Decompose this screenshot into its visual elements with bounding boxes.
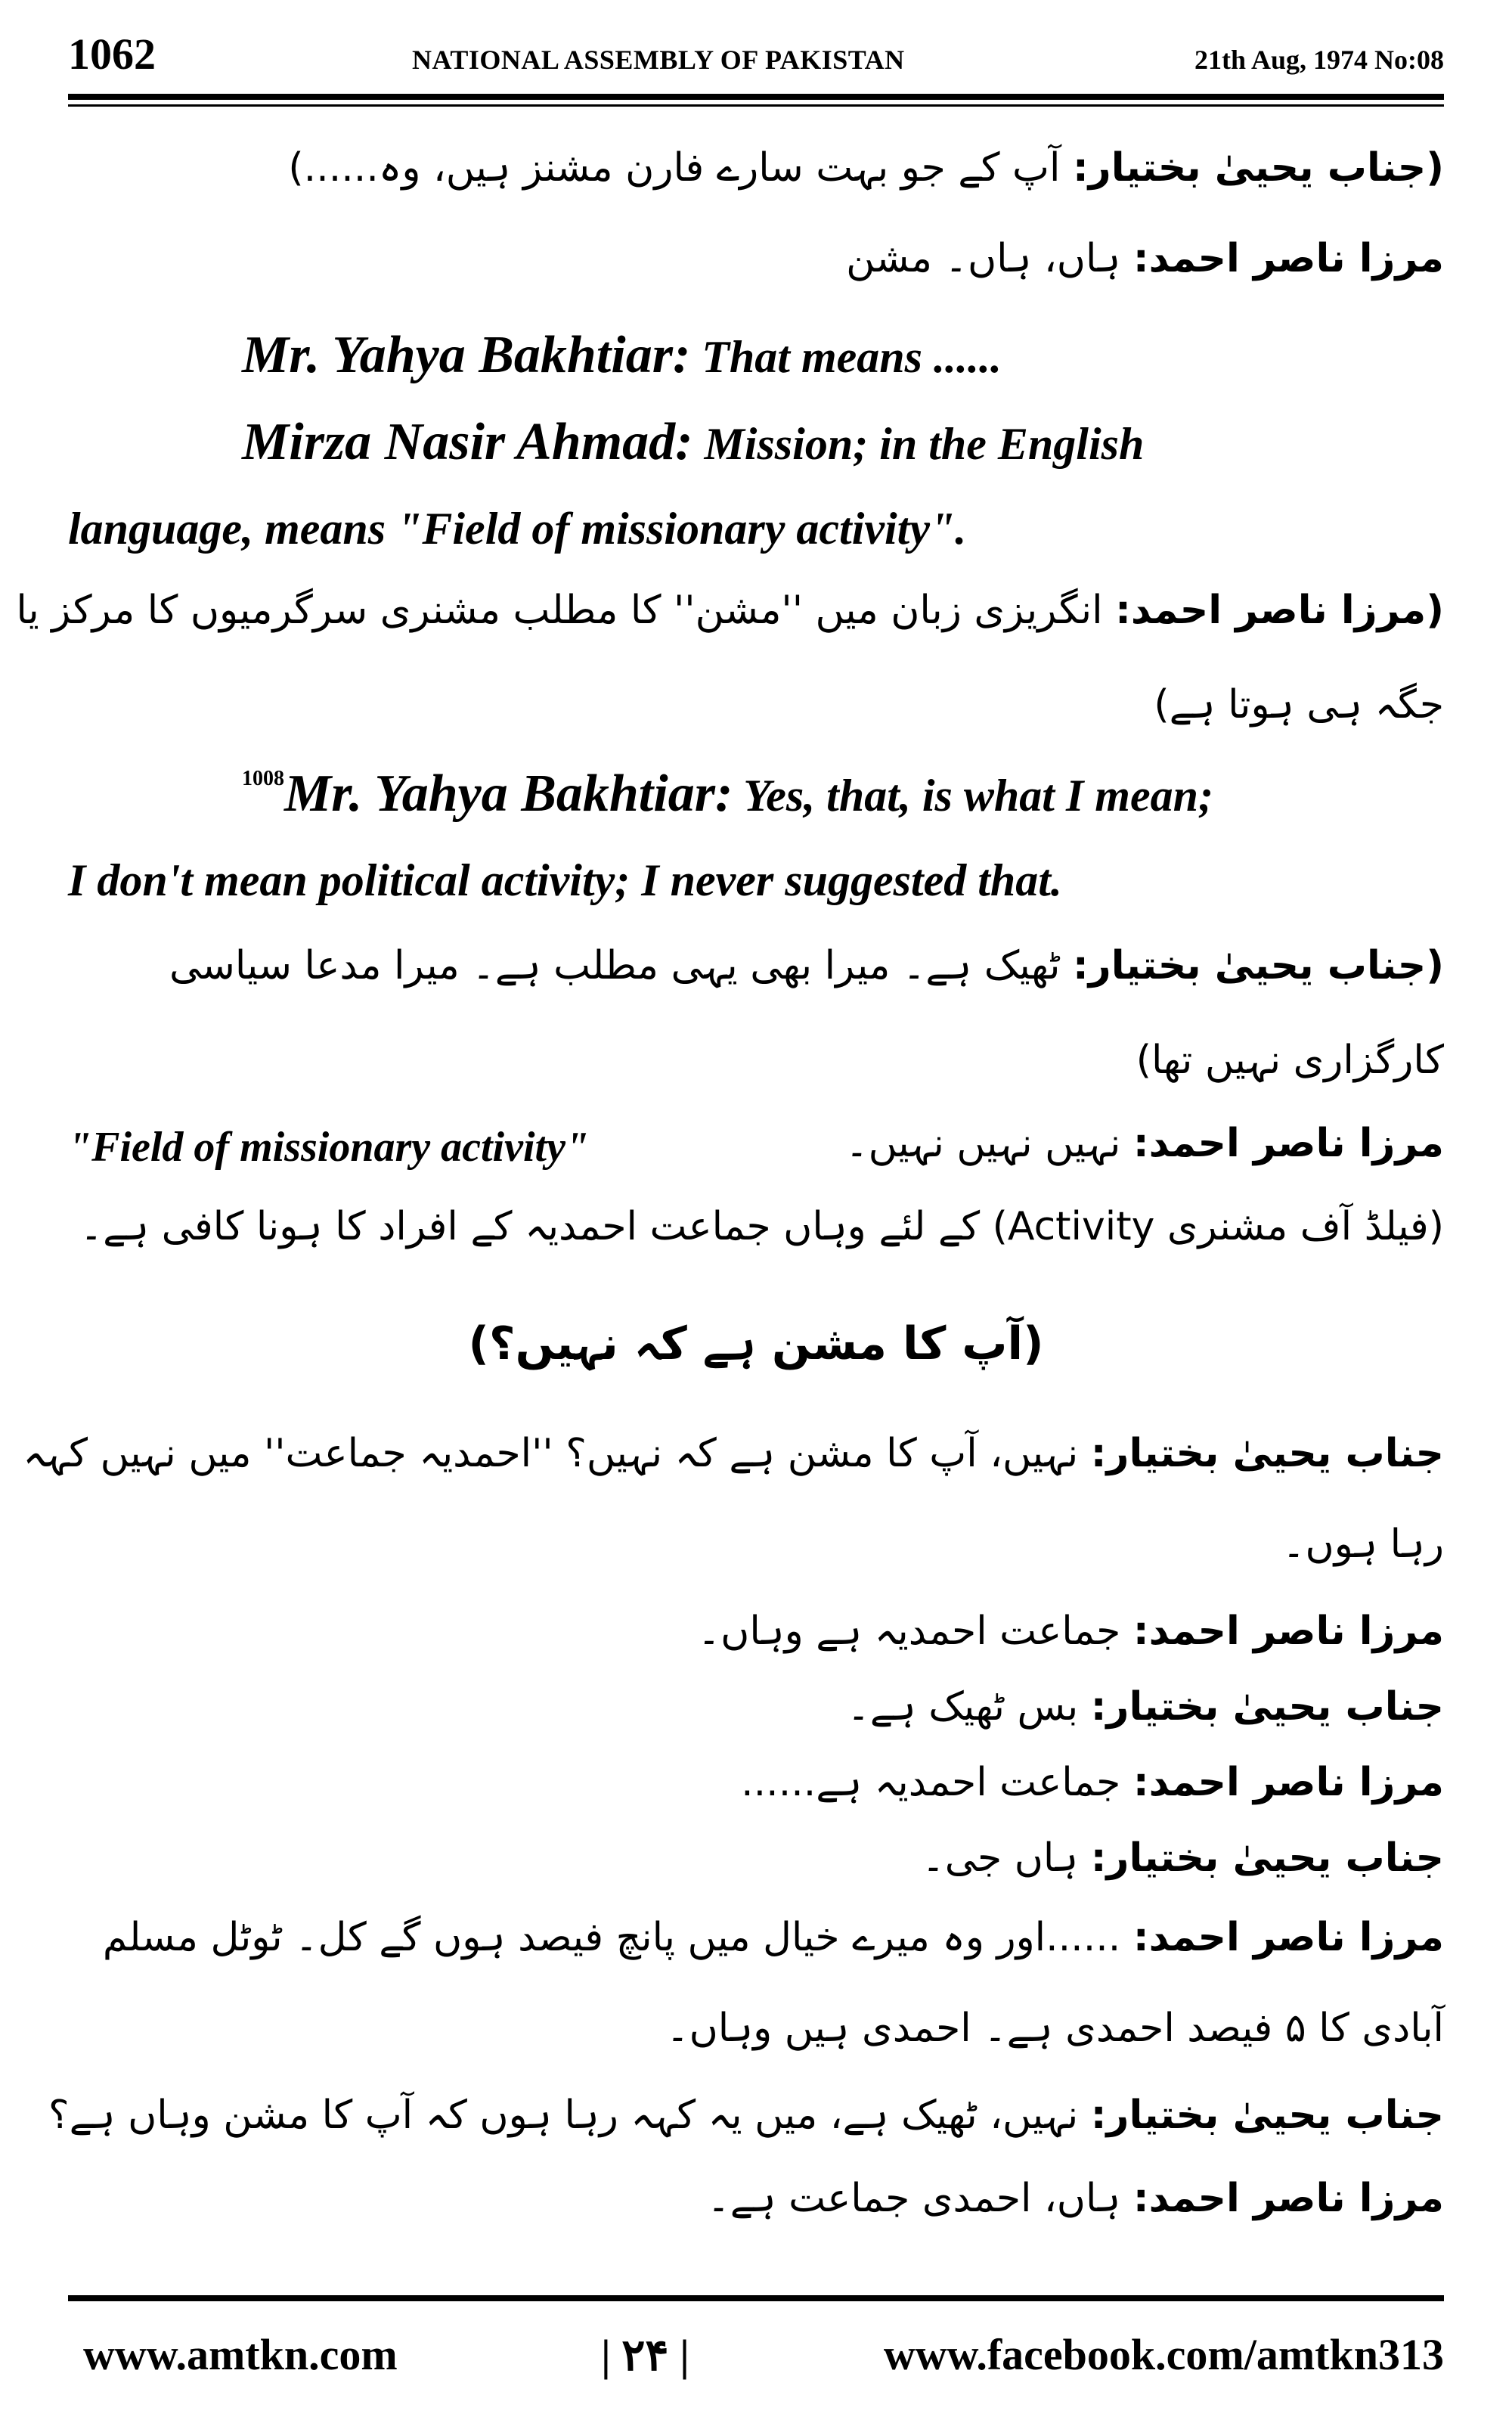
urdu-line (288, 144, 1444, 193)
page-number: 1062 (68, 29, 156, 79)
english-quote: "Field of missionary activity" (68, 1124, 590, 1171)
speaker-label: (جناب یحییٰ بختیار: (1072, 145, 1444, 191)
speech-text: ......اور وہ میرے خیال میں پانچ فیصد ہوں گے کل۔ ٹوٹل مسلم (102, 1915, 1121, 1960)
urdu-line: رہا ہوں۔ (1282, 1522, 1444, 1567)
speech-text: Yes, that, is what I mean; (743, 771, 1213, 821)
header-rule (68, 94, 1444, 100)
speech-text: جماعت احمدیہ ہے وہاں۔ (697, 1609, 1121, 1654)
speech-text: بس ٹھیک ہے۔ (847, 1684, 1079, 1730)
header-title: NATIONAL ASSEMBLY OF PAKISTAN (412, 45, 905, 75)
speech-text: نہیں، آپ کا مشن ہے کہ نہیں؟ ''احمدیہ جماعت'' میں نہیں کہہ (23, 1431, 1079, 1476)
speaker-label: مرزا ناصر احمد: (1132, 1915, 1444, 1960)
speaker-label: Mirza Nasir Ahmad: (242, 413, 693, 471)
speech-text: جماعت احمدیہ ہے...... (741, 1760, 1121, 1805)
urdu-line (48, 2091, 1444, 2140)
speaker-label: جناب یحییٰ بختیار: (1090, 1431, 1444, 1476)
urdu-line (846, 234, 1444, 284)
speech-text: ہاں جی۔ (922, 1835, 1079, 1881)
urdu-line: جگہ ہی ہوتا ہے) (1154, 682, 1444, 728)
footer-rule (68, 2295, 1444, 2301)
urdu-line (169, 942, 1444, 991)
footer-website-link[interactable]: www.amtkn.com (83, 2330, 398, 2379)
speaker-label: مرزا ناصر احمد: (1132, 1121, 1444, 1166)
speaker-label: مرزا ناصر احمد: (1132, 1760, 1444, 1805)
speech-text: That means ...... (702, 332, 1002, 382)
speech-text: ہاں، احمدی جماعت ہے۔ (707, 2176, 1121, 2221)
speaker-label: مرزا ناصر احمد: (1132, 2176, 1444, 2221)
urdu-line (847, 1683, 1444, 1732)
page-header (68, 23, 1444, 91)
urdu-line (922, 1834, 1444, 1883)
urdu-line: (فیلڈ آف مشنری Activity) کے لئے وہاں جماعت احمدیہ کے افراد کا ہونا کافی ہے۔ (79, 1204, 1444, 1249)
footer-page-marker: | ۲۴ | (601, 2331, 689, 2380)
speech-text: Mission; in the English (704, 419, 1145, 469)
section-heading: (آپ کا مشن ہے کہ نہیں؟) (468, 1317, 1044, 1370)
english-line (242, 764, 1213, 824)
speaker-label: جناب یحییٰ بختیار: (1090, 2093, 1444, 2138)
header-rule-thin (68, 104, 1444, 107)
speaker-label: جناب یحییٰ بختیار: (1090, 1835, 1444, 1881)
urdu-line (741, 1758, 1444, 1807)
section-number: 1008 (242, 767, 284, 790)
speaker-label: جناب یحییٰ بختیار: (1090, 1684, 1444, 1730)
speaker-label: (جناب یحییٰ بختیار: (1072, 943, 1444, 988)
speaker-label: (مرزا ناصر احمد: (1115, 588, 1444, 633)
footer-facebook-link[interactable]: www.facebook.com/amtkn313 (883, 2330, 1444, 2379)
speech-text: انگریزی زبان میں ''مشن'' کا مطلب مشنری سرگرمیوں کا مرکز یا (16, 588, 1103, 633)
speech-text: نہیں نہیں نہیں۔ (845, 1121, 1121, 1166)
urdu-line (845, 1119, 1444, 1168)
english-line (242, 412, 1144, 473)
urdu-line (23, 1429, 1444, 1478)
english-line (242, 325, 1002, 386)
speaker-label: مرزا ناصر احمد: (1132, 1609, 1444, 1654)
english-line: language, means "Field of missionary activity". (68, 504, 967, 554)
urdu-line (698, 1607, 1444, 1656)
speech-text: ٹھیک ہے۔ میرا بھی یہی مطلب ہے۔ میرا مدعا سیاسی (169, 943, 1061, 988)
page-footer (68, 2329, 1444, 2382)
english-line: I don't mean political activity; I never suggested that. (68, 855, 1062, 905)
speech-text: ہاں، ہاں۔ مشن (846, 236, 1121, 281)
speaker-label: مرزا ناصر احمد: (1132, 236, 1444, 281)
speech-text: نہیں، ٹھیک ہے، میں یہ کہہ رہا ہوں کہ آپ کا مشن وہاں ہے؟ (48, 2093, 1079, 2138)
urdu-line (707, 2174, 1444, 2223)
urdu-line (16, 586, 1444, 635)
speaker-label: Mr. Yahya Bakhtiar: (284, 765, 733, 823)
header-date: 21th Aug, 1974 No:08 (1194, 45, 1444, 75)
speaker-label: Mr. Yahya Bakhtiar: (242, 326, 691, 384)
urdu-line (103, 1913, 1444, 1962)
urdu-line: کارگزاری نہیں تھا) (1136, 1038, 1444, 1083)
urdu-line: آبادی کا ۵ فیصد احمدی ہے۔ احمدی ہیں وہاں۔ (666, 2006, 1444, 2051)
speech-text: آپ کے جو بہت سارے فارن مشنز ہیں، وہ......) (288, 145, 1061, 191)
